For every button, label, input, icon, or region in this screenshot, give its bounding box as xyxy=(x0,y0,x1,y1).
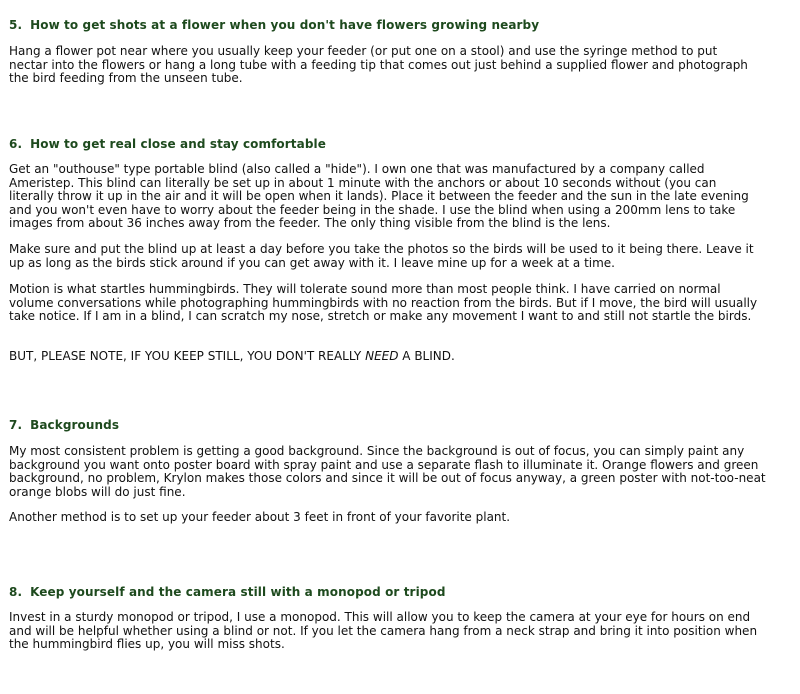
section-6-title xyxy=(9,137,326,151)
section-6-number: 6. xyxy=(9,137,23,151)
section-5-title xyxy=(9,18,539,32)
section-8-heading-text: Keep yourself and the camera still with a monopod or tripod xyxy=(30,585,446,599)
section-7-title xyxy=(9,418,119,432)
section-5-paragraph-1: Hang a flower pot near where you usually keep your feeder (or put one on a stool) and use the syringe method to put nectar into the flowers or hang a long tube with a feeding tip that comes out just behind a supplied flower and photograph the bird feeding from the unseen tube. xyxy=(9,44,748,85)
section-7-paragraph-2: Another method is to set up your feeder about 3 feet in front of your favorite plant. xyxy=(9,510,511,524)
section-7-number: 7. xyxy=(9,418,23,432)
section-6-note-before: BUT, PLEASE NOTE, IF YOU KEEP STILL, YOU DON'T REALLY xyxy=(9,349,366,363)
section-5-number: 5. xyxy=(9,18,23,32)
section-6-note-emphasis: NEED xyxy=(365,349,399,363)
section-6-paragraph-1: Get an "outhouse" type portable blind (also called a "hide"). I own one that was manufactured by a company called Ameristep. This blind can literally be set up in about 1 minute with the anchors or about 10 seconds without (you can literally throw it up in the air and it will be open when it lands). Place it between the feeder and the sun in the late evening and you won't even have to worry about the feeder being in the shade. I use the blind when using a 200mm lens to take images from about 36 inches away from the feeder. The only thing visible from the blind is the lens. xyxy=(9,162,749,230)
section-6-paragraph-3: Motion is what startles hummingbirds. They will tolerate sound more than most people think. I have carried on normal volume conversations while photographing hummingbirds with no reaction from the birds. But if I move, the bird will usually take notice. If I am in a blind, I can scratch my nose, stretch or make any movement I want to and still not startle the birds. xyxy=(9,282,758,323)
section-8-paragraph-1: Invest in a sturdy monopod or tripod, I use a monopod. This will allow you to keep the camera at your eye for hours on end and will be helpful whether using a blind or not. If you let the camera hang from a neck strap and bring it into position when the hummingbird flies up, you will miss shots. xyxy=(9,610,758,651)
section-6-note xyxy=(9,350,769,364)
section-5-heading-text: How to get shots at a flower when you don't have flowers growing nearby xyxy=(30,18,540,32)
section-6-paragraph-2: Make sure and put the blind up at least a day before you take the photos so the birds will be used to it being there. Leave it up as long as the birds stick around if you can get away with it. I leave mine up for a week at a time. xyxy=(9,242,754,270)
section-8-title xyxy=(9,585,446,599)
section-7-heading-text: Backgrounds xyxy=(30,418,120,432)
section-7-paragraph-1: My most consistent problem is getting a good background. Since the background is out of focus, you can simply paint any background you want onto poster board with spray paint and use a separate flash to illuminate it. Orange flowers and green background, no problem, Krylon makes those colors and since it will be out of focus anyway, a green poster with not-too-neat orange blobs will do just fine. xyxy=(9,444,766,499)
section-6-heading-text: How to get real close and stay comfortable xyxy=(30,137,326,151)
section-6-note-after: A BLIND. xyxy=(398,349,455,363)
section-8-number: 8. xyxy=(9,585,23,599)
